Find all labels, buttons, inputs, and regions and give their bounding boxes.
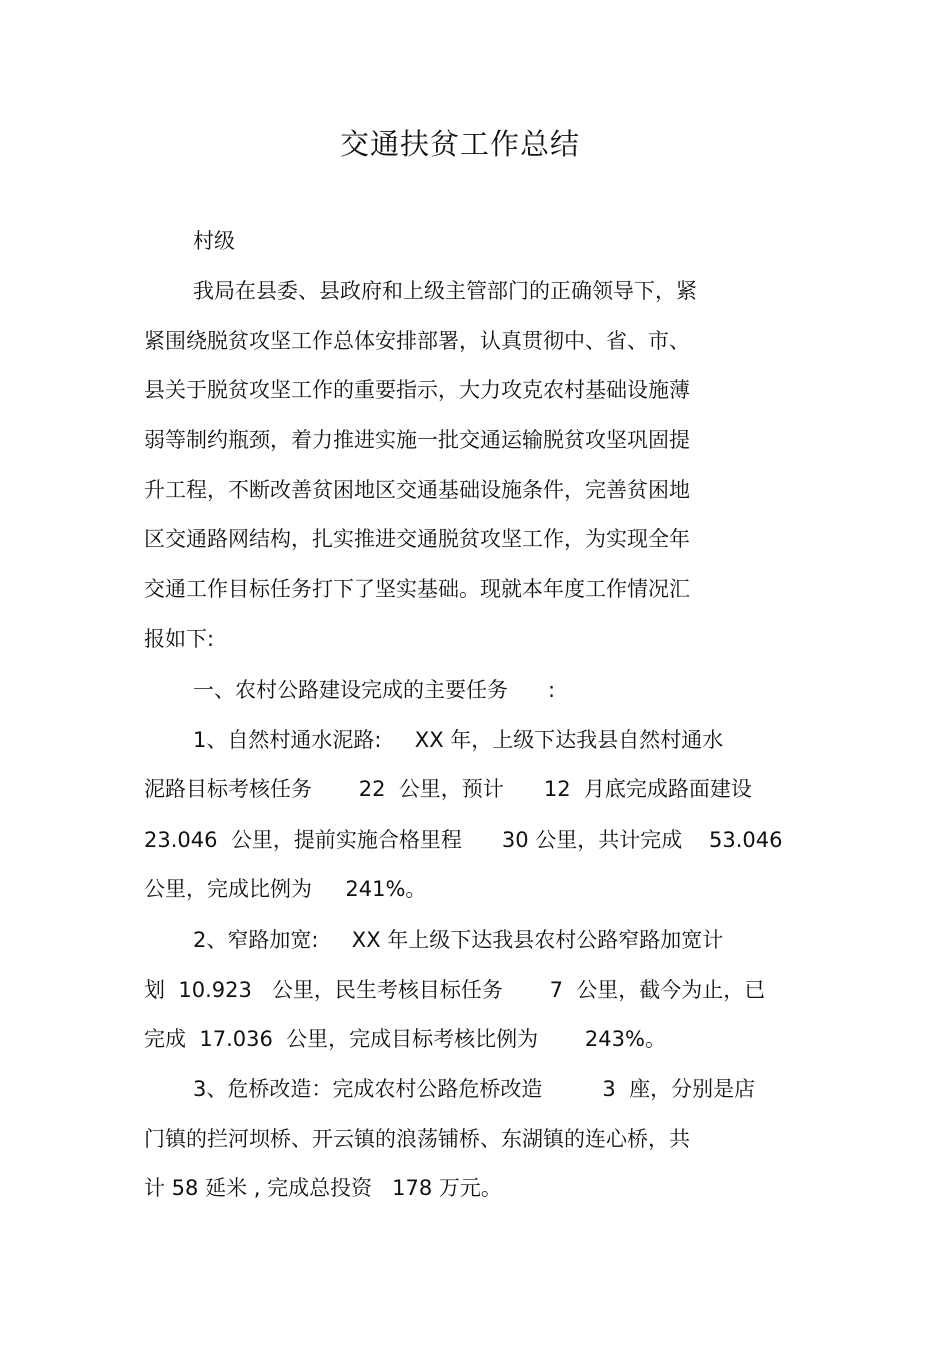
- paragraph-line: 计 58 延米 , 完成总投资 178 万元。: [144, 1176, 502, 1200]
- paragraph-line: 2、窄路加宽: XX 年上级下达我县农村公路窄路加宽计: [193, 928, 724, 952]
- paragraph-line: 泥路目标考核任务 22 公里，预计 12 月底完成路面建设: [144, 777, 752, 801]
- paragraph-line: 23.046 公里，提前实施合格里程 30 公里，共计完成 53.046: [144, 828, 783, 852]
- paragraph-line: 区交通路网结构，扎实推进交通脱贫攻坚工作，为实现全年: [144, 527, 690, 551]
- paragraph-line: 弱等制约瓶颈，着力推进实施一批交通运输脱贫攻坚巩固提: [144, 428, 690, 452]
- paragraph-line: 交通工作目标任务打下了坚实基础。现就本年度工作情况汇: [144, 577, 690, 601]
- paragraph-line: 县关于脱贫攻坚工作的重要指示，大力攻克农村基础设施薄: [144, 378, 690, 402]
- paragraph-line: 报如下:: [144, 627, 215, 651]
- paragraph-line: 完成 17.036 公里，完成目标考核比例为 243%。: [144, 1027, 666, 1051]
- paragraph-line: 紧围绕脱贫攻坚工作总体安排部署，认真贯彻中、省、市、: [144, 329, 690, 353]
- document-title: 交通扶贫工作总结: [339, 127, 580, 161]
- paragraph-line: 升工程，不断改善贫困地区交通基础设施条件，完善贫困地: [144, 478, 690, 502]
- paragraph-line: 划 10.923 公里，民生考核目标任务 7 公里，截今为止，已: [144, 978, 766, 1002]
- section-label: 村级: [193, 229, 235, 253]
- paragraph-line: 我局在县委、县政府和上级主管部门的正确领导下，紧: [193, 279, 697, 303]
- section-heading: 一、农村公路建设完成的主要任务 :: [193, 678, 556, 702]
- paragraph-line: 3、危桥改造：完成农村公路危桥改造 3 座，分别是店: [193, 1077, 756, 1101]
- paragraph-line: 门镇的拦河坝桥、开云镇的浪荡铺桥、东湖镇的连心桥，共: [144, 1127, 690, 1151]
- paragraph-line: 公里，完成比例为 241%。: [144, 877, 427, 901]
- paragraph-line: 1、自然村通水泥路: XX 年，上级下达我县自然村通水: [193, 728, 724, 752]
